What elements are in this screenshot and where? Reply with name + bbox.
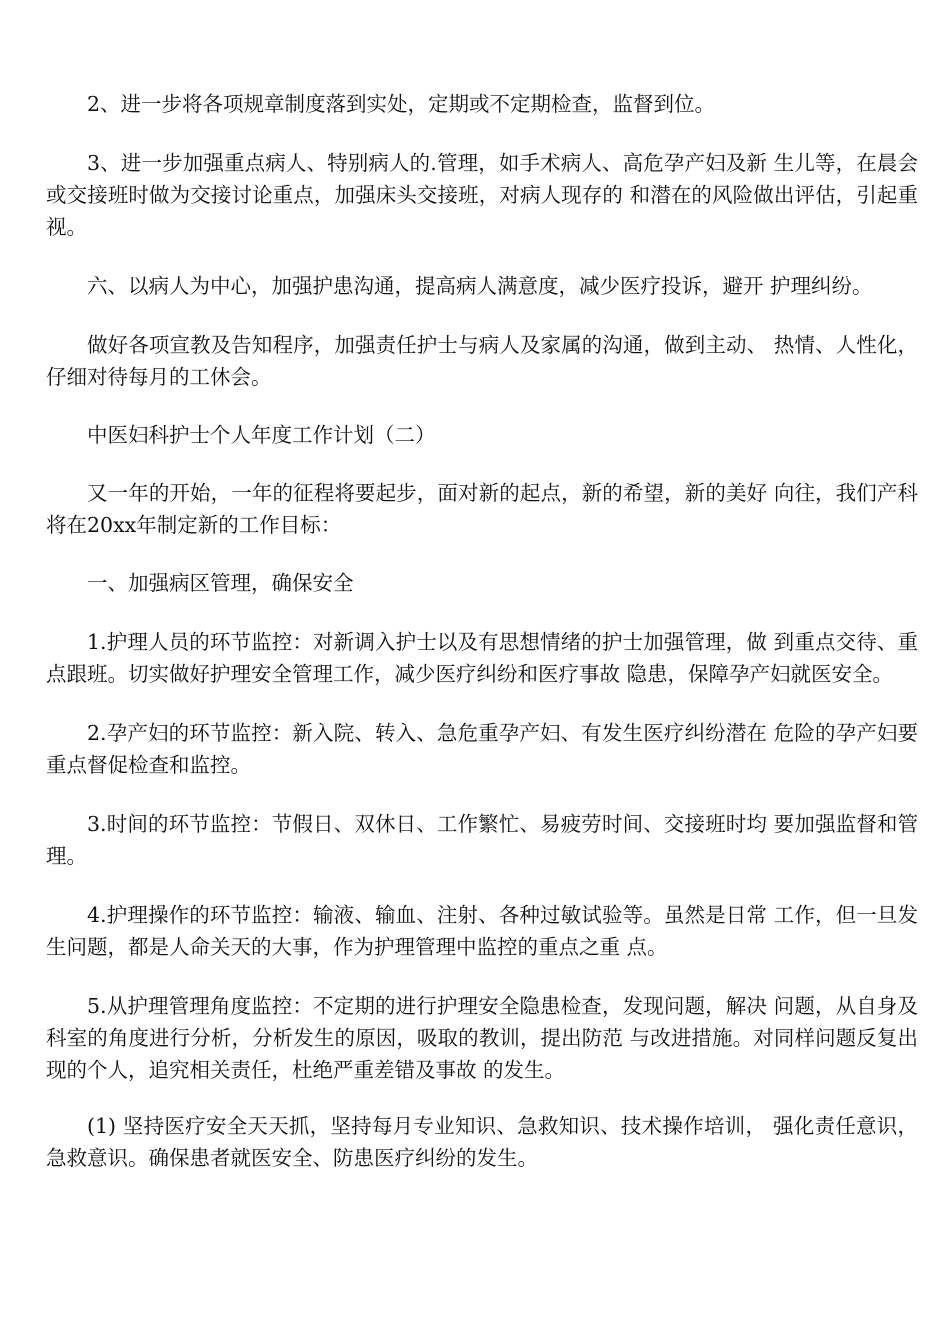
paragraph-maternal-monitoring: 2.孕产妇的环节监控：新入院、转入、急危重孕产妇、有发生医疗纠纷潜在 危险的孕产妇要重点督促检查和监控。 <box>46 721 918 777</box>
paragraph-new-year-intro: 又一年的开始，一年的征程将要起步，面对新的起点，新的希望，新的美好 向往，我们产科将在20xx年制定新的工作目标： <box>46 481 918 537</box>
paragraph-operation-monitoring: 4.护理操作的环节监控：输液、输血、注射、各种过敏试验等。虽然是日常 工作，但一旦发生问题，都是人命关天的大事，作为护理管理中监控的重点之重 点。 <box>46 903 918 959</box>
paragraph-management-monitoring: 5.从护理管理角度监控：不定期的进行护理安全隐患检查，发现问题，解决 问题，从自身及科室的角度进行分析，分析发生的原因，吸取的教训，提出防范 与改进措施。对同样问题反复出现的个人，追究相关责任，杜绝严重差错及事故 的发生。 <box>46 994 918 1082</box>
paragraph-key-patients: 3、进一步加强重点病人、特别病人的.管理，如手术病人、高危孕产妇及新 生儿等，在晨会或交接班时做为交接讨论重点，加强床头交接班，对病人现存的 和潜在的风险做出评估，引起重视。 <box>46 151 918 239</box>
paragraph-time-monitoring: 3.时间的环节监控：节假日、双休日、工作繁忙、易疲劳时间、交接班时均 要加强监督和管理。 <box>46 812 918 868</box>
section-title-plan-two: 中医妇科护士个人年度工作计划（二） <box>87 423 436 447</box>
paragraph-safety-training: (1) 坚持医疗安全天天抓，坚持每月专业知识、急救知识、技术操作培训， 强化责任意识，急救意识。确保患者就医安全、防患医疗纠纷的发生。 <box>46 1114 918 1170</box>
paragraph-rule-implementation: 2、进一步将各项规章制度落到实处，定期或不定期检查，监督到位。 <box>87 92 716 116</box>
paragraph-staff-monitoring: 1.护理人员的环节监控：对新调入护士以及有思想情绪的护士加强管理，做 到重点交待、重点跟班。切实做好护理安全管理工作，减少医疗纠纷和医疗事故 隐患，保障孕产妇就医安全。 <box>46 630 918 686</box>
paragraph-education-communication: 做好各项宣教及告知程序，加强责任护士与病人及家属的沟通，做到主动、 热情、人性化，仔细对待每月的工休会。 <box>46 333 918 389</box>
paragraph-patient-centered: 六、以病人为中心，加强护患沟通，提高病人满意度，减少医疗投诉，避开 护理纠纷。 <box>87 274 873 298</box>
heading-ward-management: 一、加强病区管理，确保安全 <box>87 571 354 595</box>
document-page <box>46 88 918 1174</box>
